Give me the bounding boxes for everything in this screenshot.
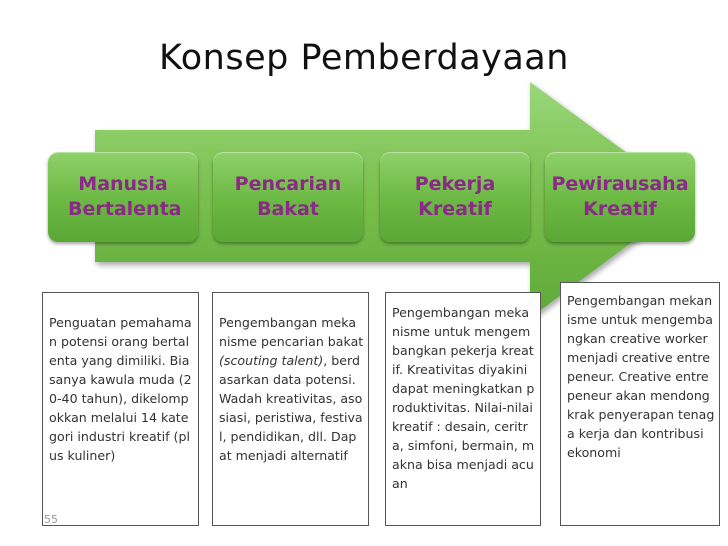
step-pencarian-bakat <box>213 152 363 242</box>
page-number: 55 <box>44 513 58 526</box>
description-text: Pengembangan mekanisme pencarian bakat (scouting talent), berdasarkan data potensi. Wadah kreativitas, asosiasi, peristiwa, festival, pendidikan, dll. Dapat menjadi alternatif <box>219 315 364 463</box>
step-label: Pekerja Kreatif <box>414 173 496 220</box>
description-box-4 <box>560 282 720 526</box>
step-pewirausaha-kreatif <box>545 152 695 242</box>
step-label: Manusia Bertalenta <box>68 173 182 220</box>
description-box-2 <box>212 292 369 526</box>
description-text: Pengembangan mekanisme untuk mengembangkan creative worker menjadi creative entrepeneur. Creative entrepeneur akan mendongkrak penyerapan tenaga kerja dan kontribusi ekonomi <box>567 293 715 460</box>
step-label: Pewirausaha Kreatif <box>551 173 689 220</box>
step-manusia-bertalenta <box>48 152 198 242</box>
description-text: Pengembangan mekanisme untuk mengembangkan pekerja kreatif. Kreativitas diyakini dapat meningkatkan produktivitas. Nilai-nilai kreatif : desain, ceritra, simfoni, bermain, makna bisa menjadi acuan <box>392 305 535 491</box>
description-box-1 <box>42 292 199 526</box>
step-pekerja-kreatif <box>380 152 530 242</box>
step-label: Pencarian Bakat <box>234 173 342 220</box>
description-text: Penguatan pemahaman potensi orang bertalenta yang dimiliki. Biasanya kawula muda (20-40 tahun), dikelompokkan melalui 14 kategori industri kreatif (plus kuliner) <box>49 315 192 463</box>
description-box-3 <box>385 292 541 526</box>
page-title: Konsep Pemberdayaan <box>159 38 569 78</box>
